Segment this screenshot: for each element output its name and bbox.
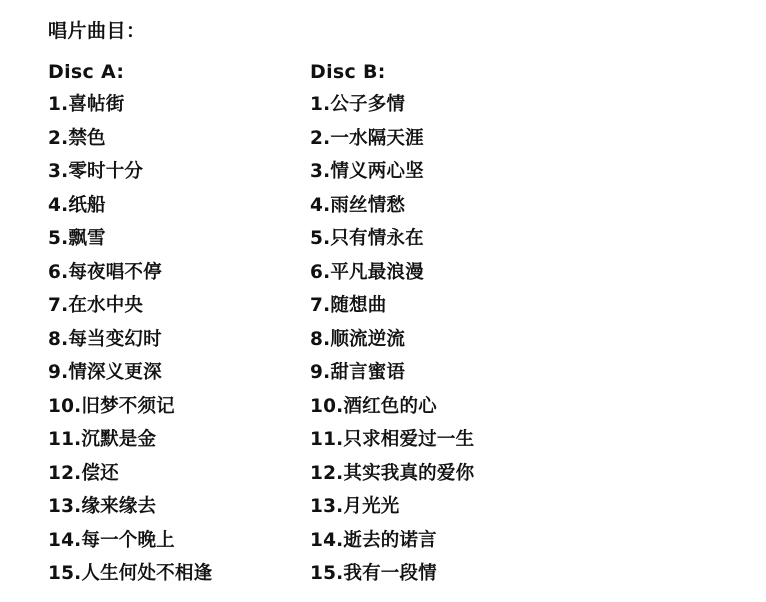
track-number: 1.: [48, 94, 69, 116]
list-item: [48, 395, 310, 417]
track-title: 旧梦不须记: [81, 395, 175, 417]
list-item: [48, 261, 310, 283]
track-title: 随想曲: [330, 295, 387, 317]
track-number: 4.: [48, 194, 69, 216]
list-item: [310, 163, 572, 182]
list-item: [48, 328, 310, 350]
track-number: 9.: [310, 362, 331, 384]
disc-column-b: [310, 59, 572, 599]
list-item: [310, 395, 572, 417]
track-title: 情深义更深: [68, 362, 162, 384]
track-number: 7.: [310, 295, 331, 317]
track-number: 3.: [310, 161, 331, 183]
track-title: 纸船: [68, 194, 106, 216]
track-title: 每一个晚上: [81, 529, 175, 551]
disc-b-track-list: [310, 96, 572, 584]
track-number: 1.: [310, 94, 331, 116]
track-number: 5.: [310, 228, 331, 250]
disc-b-heading: Disc B:: [310, 60, 386, 83]
track-title: 甜言蜜语: [330, 362, 406, 384]
track-title: 只有情永在: [330, 228, 424, 250]
track-number: 2.: [48, 127, 69, 149]
list-item: [310, 364, 572, 383]
track-title: 缘来缘去: [81, 496, 157, 518]
list-item: [310, 462, 572, 484]
track-title: 平凡最浪漫: [330, 261, 424, 283]
track-number: 11.: [310, 429, 344, 451]
track-number: 15.: [48, 563, 82, 585]
track-title: 情义两心坚: [330, 161, 424, 183]
list-item: [48, 194, 310, 216]
track-number: 9.: [48, 362, 69, 384]
track-title: 只求相爱过一生: [343, 429, 475, 451]
track-number: 8.: [310, 328, 331, 350]
track-number: 14.: [310, 529, 344, 551]
track-title: 顺流逆流: [330, 328, 406, 350]
track-title: 零时十分: [68, 161, 144, 183]
track-title: 酒红色的心: [343, 395, 437, 417]
track-number: 6.: [48, 261, 69, 283]
list-item: [48, 364, 310, 383]
list-item: [48, 431, 310, 450]
list-item: [310, 96, 572, 115]
track-title: 飘雪: [68, 228, 106, 250]
track-number: 4.: [310, 194, 331, 216]
track-title: 在水中央: [68, 295, 144, 317]
list-item: [48, 297, 310, 316]
list-item: [48, 163, 310, 182]
track-number: 10.: [310, 395, 344, 417]
track-number: 10.: [48, 395, 82, 417]
track-title: 偿还: [81, 462, 119, 484]
disc-a-heading: Disc A:: [48, 60, 125, 83]
track-title: 喜帖街: [68, 94, 125, 116]
track-number: 8.: [48, 328, 69, 350]
list-item: [48, 96, 310, 115]
list-item: [310, 529, 572, 551]
track-title: 逝去的诺言: [343, 529, 437, 551]
list-item: [310, 565, 572, 584]
track-title: 公子多情: [330, 94, 406, 116]
track-title: 禁色: [68, 127, 106, 149]
track-number: 13.: [48, 496, 82, 518]
track-number: 12.: [48, 462, 82, 484]
list-item: [48, 230, 310, 249]
track-number: 13.: [310, 496, 344, 518]
track-title: 雨丝情愁: [330, 194, 406, 216]
track-title: 我有一段情: [343, 563, 437, 585]
disc-column-a: [48, 59, 310, 599]
list-item: [310, 297, 572, 316]
disc-columns: [48, 59, 766, 599]
list-item: [310, 230, 572, 249]
track-number: 6.: [310, 261, 331, 283]
track-title: 其实我真的爱你: [343, 462, 475, 484]
track-number: 14.: [48, 529, 82, 551]
list-item: [48, 127, 310, 149]
list-item: [310, 431, 572, 450]
list-item: [48, 529, 310, 551]
list-item: [310, 194, 572, 216]
list-item: [48, 462, 310, 484]
page-title: 唱片曲目：: [48, 20, 146, 42]
track-title: 沉默是金: [81, 429, 157, 451]
track-title: 月光光: [343, 496, 400, 518]
track-number: 3.: [48, 161, 69, 183]
list-item: [310, 261, 572, 283]
track-number: 15.: [310, 563, 344, 585]
track-number: 7.: [48, 295, 69, 317]
disc-a-track-list: [48, 96, 310, 584]
track-title: 人生何处不相逢: [81, 563, 213, 585]
list-item: [48, 565, 310, 584]
list-item: [310, 498, 572, 517]
track-title: 一水隔天涯: [330, 127, 424, 149]
list-item: [48, 498, 310, 517]
track-title: 每当变幻时: [68, 328, 162, 350]
track-title: 每夜唱不停: [68, 261, 162, 283]
track-number: 5.: [48, 228, 69, 250]
list-item: [310, 328, 572, 350]
track-number: 12.: [310, 462, 344, 484]
track-number: 2.: [310, 127, 331, 149]
list-item: [310, 127, 572, 149]
track-number: 11.: [48, 429, 82, 451]
